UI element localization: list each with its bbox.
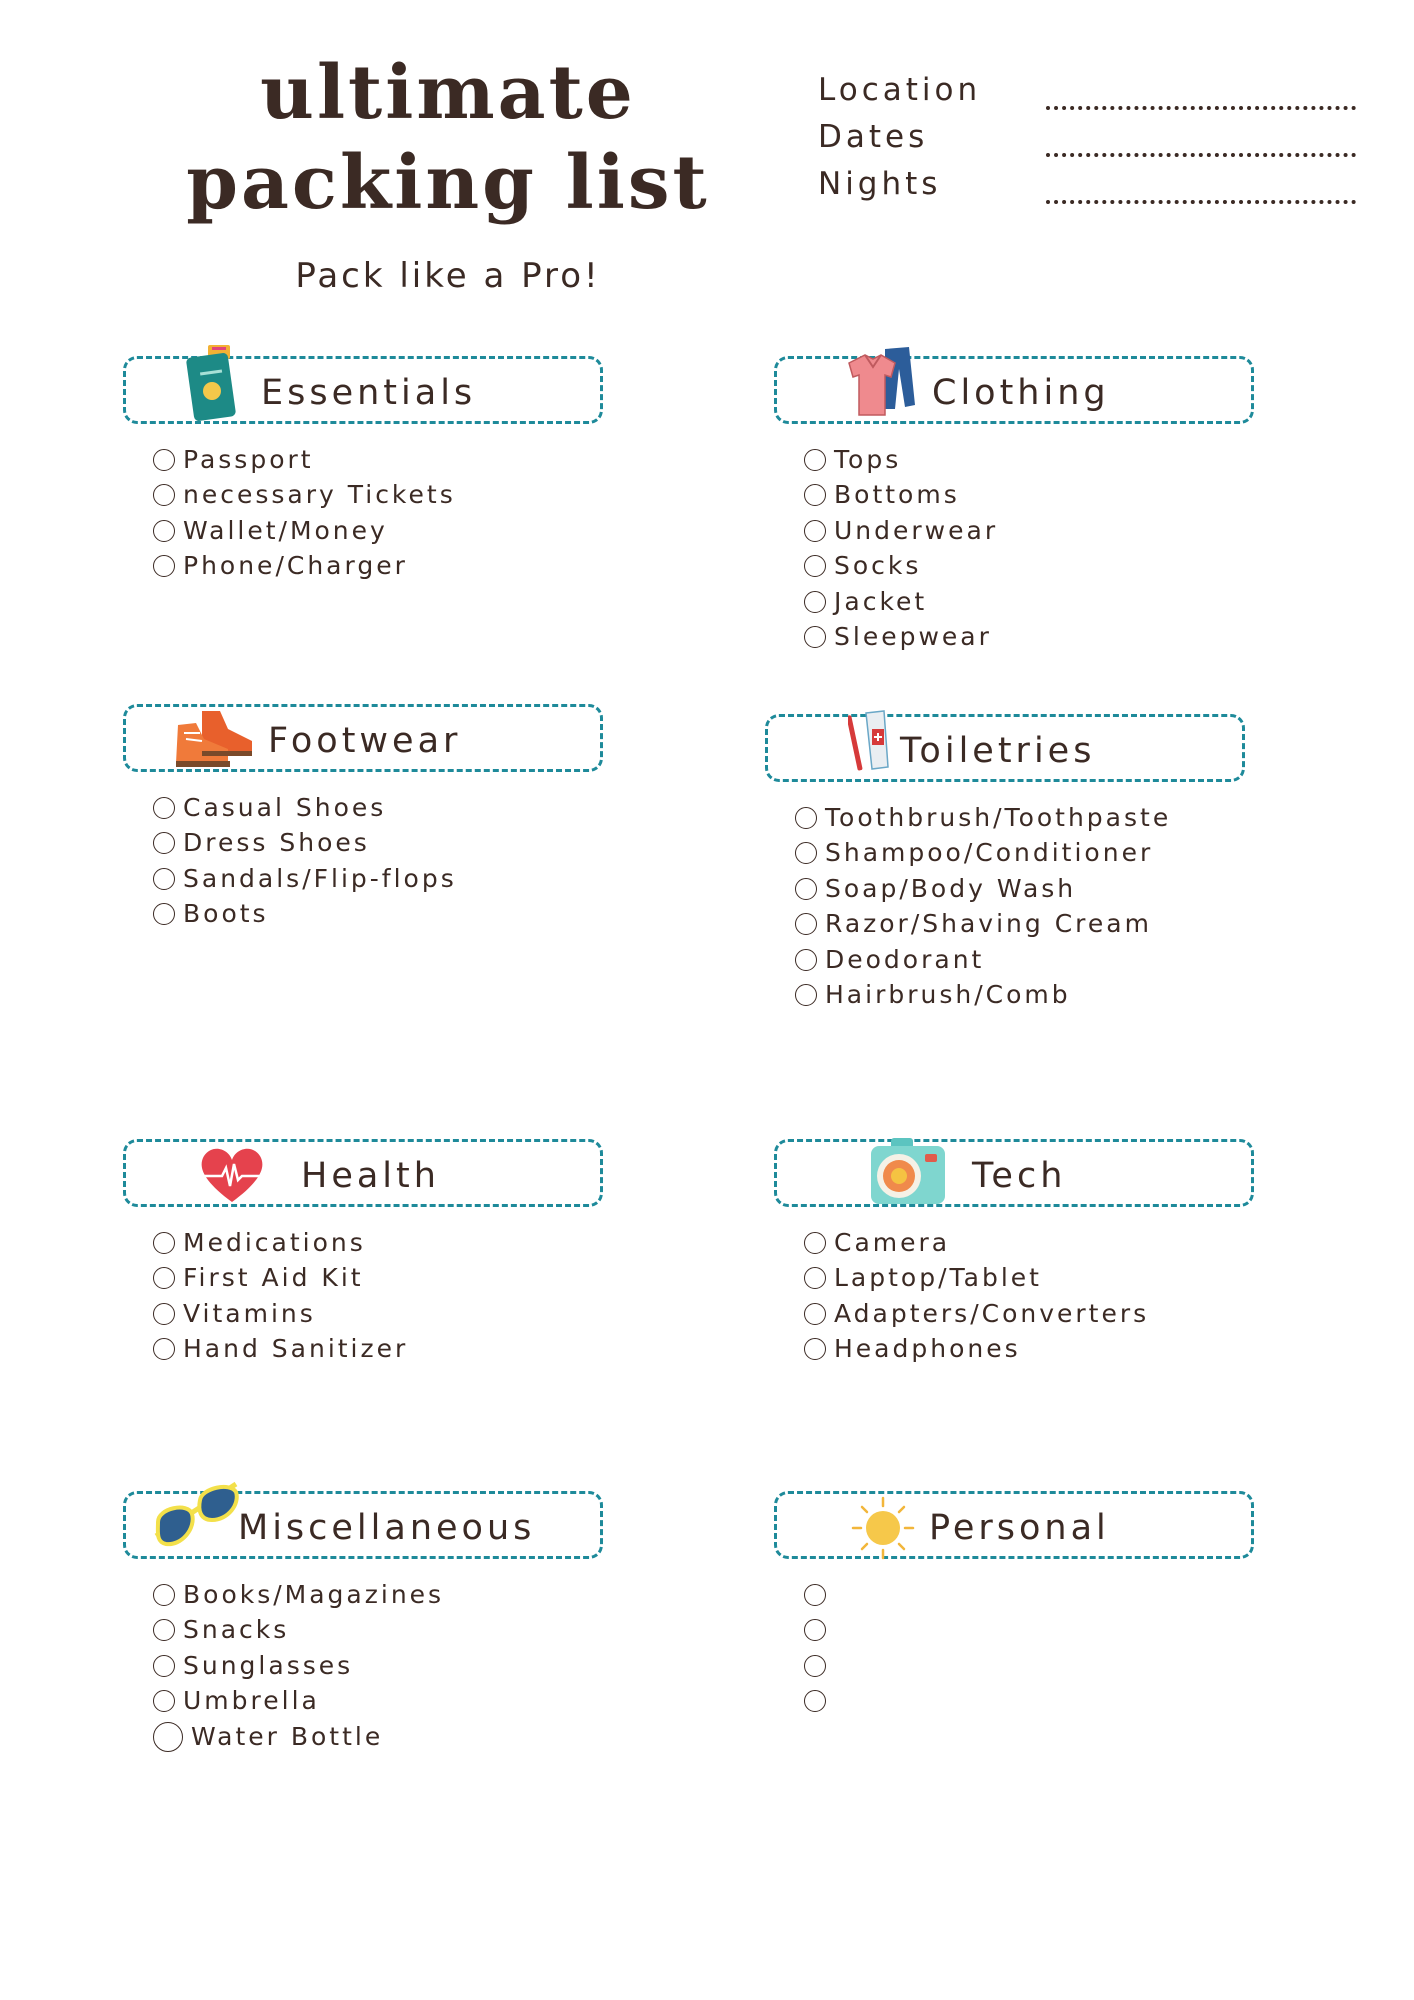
heartbeat-icon (198, 1146, 266, 1208)
sunglasses-icon (152, 1478, 242, 1554)
item-label: Adapters/Converters (834, 1298, 1150, 1328)
item-label: Passport (183, 444, 314, 474)
checkbox[interactable] (153, 1584, 175, 1606)
checklist-item[interactable] (153, 549, 643, 585)
checkbox[interactable] (804, 591, 826, 613)
item-label: Headphones (834, 1334, 1021, 1364)
item-label: Umbrella (183, 1686, 320, 1716)
item-label: Sleepwear (834, 622, 992, 652)
checklist-item[interactable] (795, 907, 1285, 943)
checkbox[interactable] (153, 868, 175, 890)
item-label: Medications (183, 1227, 366, 1257)
checkbox[interactable] (804, 1338, 826, 1360)
trip-info-row (818, 166, 1356, 213)
location-label: Location (818, 72, 982, 108)
checklist-item[interactable] (804, 478, 1294, 514)
checkbox[interactable] (153, 1690, 175, 1712)
page-subtitle: Pack like a Pro! (295, 256, 601, 296)
clothes-icon (843, 345, 923, 429)
item-label: Underwear (834, 515, 999, 545)
section-title: Clothing (932, 373, 1110, 413)
item-label: Deodorant (825, 944, 985, 974)
item-label: Dress Shoes (183, 828, 370, 858)
section-clothing (774, 356, 1294, 655)
item-label: Razor/Shaving Cream (825, 909, 1152, 939)
camera-icon (869, 1136, 947, 1212)
section-title: Personal (929, 1508, 1110, 1548)
checklist-item[interactable] (153, 1684, 643, 1720)
dates-label: Dates (818, 119, 929, 155)
checkbox[interactable] (795, 949, 817, 971)
section-header (774, 1491, 1254, 1559)
checklist-item[interactable] (795, 800, 1285, 836)
checkbox[interactable] (153, 520, 175, 542)
item-label: necessary Tickets (183, 480, 456, 510)
checkbox[interactable] (153, 1303, 175, 1325)
item-label: Socks (834, 551, 922, 581)
checklist-item[interactable] (804, 1225, 1294, 1261)
checkbox[interactable] (153, 1232, 175, 1254)
item-label: Soap/Body Wash (825, 873, 1077, 903)
checklist-item[interactable] (153, 478, 643, 514)
section-title: Essentials (261, 373, 477, 413)
checklist-item[interactable] (153, 1648, 643, 1684)
checkbox[interactable] (804, 626, 826, 648)
checkbox[interactable] (153, 1655, 175, 1677)
item-label: Laptop/Tablet (834, 1263, 1042, 1293)
trip-info-row (818, 72, 1356, 119)
checklist-item[interactable] (804, 1648, 1294, 1684)
checkbox[interactable] (804, 555, 826, 577)
section-header (123, 1491, 603, 1559)
checkbox[interactable] (804, 1619, 826, 1641)
section-tech (774, 1139, 1294, 1367)
checkbox[interactable] (153, 449, 175, 471)
checklist-item[interactable] (153, 861, 643, 897)
checklist-item[interactable] (804, 620, 1294, 656)
item-label: Vitamins (183, 1298, 316, 1328)
section-header (765, 714, 1245, 782)
item-label: Books/Magazines (183, 1579, 445, 1609)
item-label: Sunglasses (183, 1650, 354, 1680)
item-label: Hand Sanitizer (183, 1334, 409, 1364)
item-label: Snacks (183, 1615, 290, 1645)
checkbox[interactable] (795, 913, 817, 935)
checklist-item[interactable] (153, 826, 643, 862)
checklist-item[interactable] (804, 549, 1294, 585)
item-label: Camera (834, 1227, 951, 1257)
checklist-item[interactable] (804, 1261, 1294, 1297)
section-title: Tech (972, 1156, 1067, 1196)
section-header (123, 356, 603, 424)
section-title: Health (301, 1156, 440, 1196)
section-header (774, 1139, 1254, 1207)
item-label: Hairbrush/Comb (825, 980, 1071, 1010)
item-label: Boots (183, 899, 269, 929)
checkbox[interactable] (804, 520, 826, 542)
checkbox[interactable] (804, 1690, 826, 1712)
checkbox[interactable] (153, 797, 175, 819)
checklist-item[interactable] (153, 1261, 643, 1297)
sneakers-icon (172, 703, 256, 775)
item-label: Casual Shoes (183, 792, 387, 822)
checkbox[interactable] (153, 1722, 183, 1752)
checkbox[interactable] (153, 484, 175, 506)
checklist-item[interactable] (804, 1577, 1294, 1613)
checkbox[interactable] (153, 1267, 175, 1289)
section-miscellaneous (123, 1491, 643, 1755)
section-header (123, 704, 603, 772)
checklist-item[interactable] (804, 1684, 1294, 1720)
checklist-item[interactable] (795, 836, 1285, 872)
item-label: Sandals/Flip-flops (183, 863, 457, 893)
checkbox[interactable] (795, 842, 817, 864)
checklist-item[interactable] (153, 1719, 643, 1755)
checklist-item[interactable] (153, 1613, 643, 1649)
item-label: Shampoo/Conditioner (825, 838, 1154, 868)
nights-field[interactable] (1046, 196, 1356, 204)
checklist-item[interactable] (153, 513, 643, 549)
checklist-item[interactable] (804, 1332, 1294, 1368)
item-label: Wallet/Money (183, 515, 388, 545)
section-title: Miscellaneous (238, 1508, 536, 1548)
checklist-item[interactable] (804, 442, 1294, 478)
dates-field[interactable] (1046, 149, 1356, 157)
section-header (123, 1139, 603, 1207)
checklist-item[interactable] (804, 513, 1294, 549)
checklist-item[interactable] (153, 1577, 643, 1613)
item-label: Toothbrush/Toothpaste (825, 802, 1172, 832)
checkbox[interactable] (153, 903, 175, 925)
section-title: Toiletries (900, 731, 1096, 771)
section-toiletries (765, 714, 1285, 1013)
checklist-item[interactable] (153, 790, 643, 826)
item-label: First Aid Kit (183, 1263, 364, 1293)
checklist-item[interactable] (153, 1225, 643, 1261)
checklist-item[interactable] (795, 871, 1285, 907)
checkbox[interactable] (804, 449, 826, 471)
checkbox[interactable] (153, 1619, 175, 1641)
checkbox[interactable] (804, 1303, 826, 1325)
checkbox[interactable] (153, 1338, 175, 1360)
trip-info (818, 72, 1356, 213)
section-title: Footwear (268, 721, 462, 761)
item-label: Jacket (834, 586, 928, 616)
section-footwear (123, 704, 643, 932)
sun-icon (851, 1496, 915, 1564)
section-health (123, 1139, 643, 1367)
checklist-item[interactable] (153, 1296, 643, 1332)
section-personal (774, 1491, 1294, 1719)
checklist-item[interactable] (804, 584, 1294, 620)
trip-info-row (818, 119, 1356, 166)
toothpaste-icon (848, 709, 898, 779)
checkbox[interactable] (804, 484, 826, 506)
item-label: Phone/Charger (183, 551, 408, 581)
nights-label: Nights (818, 166, 942, 202)
passport-icon (186, 345, 238, 427)
checkbox[interactable] (153, 555, 175, 577)
item-label: Tops (834, 444, 902, 474)
item-label: Bottoms (834, 480, 960, 510)
checklist-item[interactable] (804, 1613, 1294, 1649)
item-label: Water Bottle (191, 1721, 384, 1751)
checkbox[interactable] (795, 878, 817, 900)
checkbox[interactable] (153, 832, 175, 854)
checklist-item[interactable] (804, 1296, 1294, 1332)
checkbox[interactable] (804, 1584, 826, 1606)
checkbox[interactable] (804, 1267, 826, 1289)
checkbox[interactable] (795, 807, 817, 829)
location-field[interactable] (1046, 102, 1356, 110)
section-essentials (123, 356, 643, 584)
checkbox[interactable] (804, 1232, 826, 1254)
checklist-item[interactable] (153, 442, 643, 478)
checkbox[interactable] (804, 1655, 826, 1677)
checklist-item[interactable] (153, 1332, 643, 1368)
checklist-item[interactable] (153, 897, 643, 933)
section-header (774, 356, 1254, 424)
page-title: ultimate packing list (186, 50, 710, 226)
checklist-item[interactable] (795, 942, 1285, 978)
checkbox[interactable] (795, 984, 817, 1006)
checklist-item[interactable] (795, 978, 1285, 1014)
